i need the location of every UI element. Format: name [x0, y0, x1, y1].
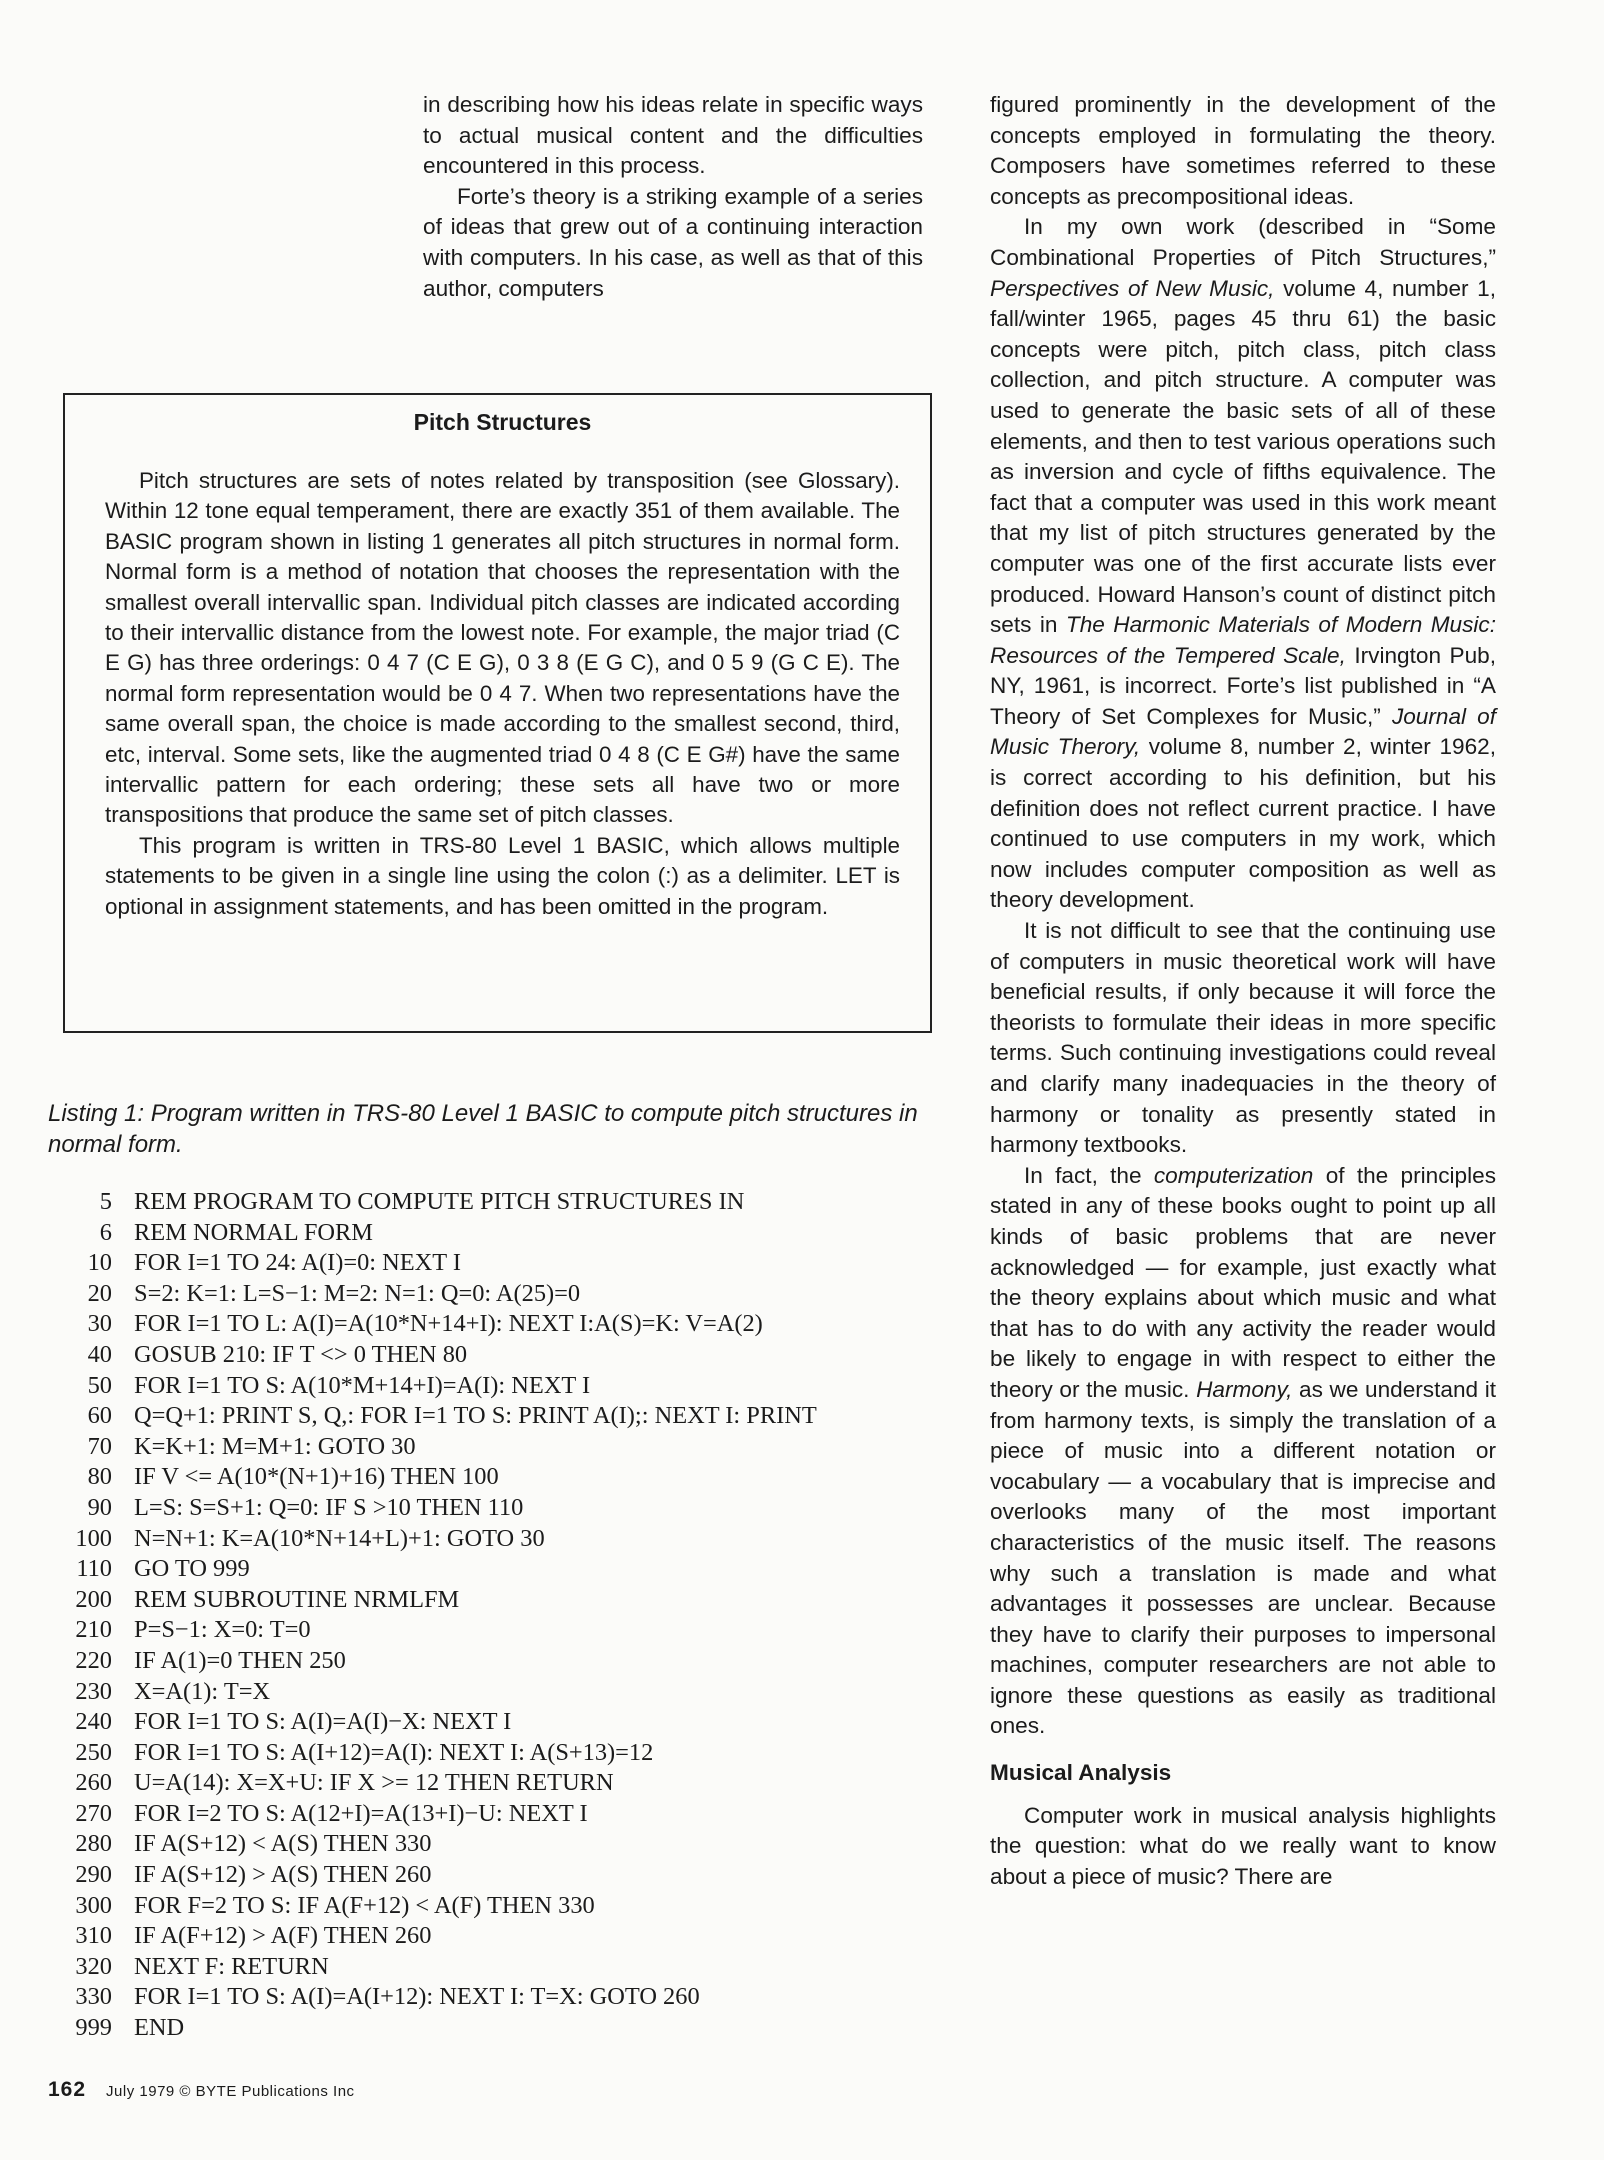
- right-paragraph-3: It is not difficult to see that the continuing use of computers in music theoretical work will have beneficial results, if only because it will force the theorists to formulate their ideas in more specific terms. Such continuing investigations could reveal and clarify many inadequacies in the theory of harmony or tonality as presently stated in harmony textbooks.: [990, 918, 1496, 1158]
- line-number: 330: [75, 1983, 112, 2011]
- citation-title: Perspectives of New Music,: [990, 275, 1275, 301]
- code-line: [40, 1982, 940, 2013]
- code-statement: NEXT F: RETURN: [134, 1952, 329, 1980]
- line-number: 6: [99, 1218, 112, 1246]
- code-line: [40, 1768, 940, 1799]
- emphasis: Harmony,: [1196, 1376, 1293, 1402]
- sidebar-paragraph-1: Pitch structures are sets of notes related by transposition (see Glossary). Within 12 tone equal temperament, there are exactly 351 of them available. The BASIC program shown in listing 1 generates all pitch structures in normal form. Normal form is a method of notation that chooses the representation with the smallest overall intervallic span. Individual pitch classes are indicated according to their intervallic distance from the lowest note. For example, the major triad (C E G) has three orderings: 0 4 7 (C E G), 0 3 8 (E G C), and 0 5 9 (G C E). The normal form representation would be 0 4 7. When two representations have the same overall span, the choice is made according to the smallest second, third, etc, interval. Some sets, like the augmented triad 0 4 8 (C E G#) have the same intervallic pattern for each ordering; these sets all have two or more transpositions that produce the same set of pitch classes.: [105, 468, 900, 828]
- code-statement: L=S: S=S+1: Q=0: IF S >10 THEN 110: [134, 1493, 524, 1521]
- code-line: [40, 1432, 940, 1463]
- code-line: [40, 1554, 940, 1585]
- code-statement: K=K+1: M=M+1: GOTO 30: [134, 1432, 416, 1460]
- code-line: [40, 1799, 940, 1830]
- text-span: as we understand it from harmony texts, is simply the translation of a piece of music into a different notation or vocabulary — a vocabulary that is imprecise and overlooks many of the most important characteristics of the music itself. The reasons why such a translation is made and what advantages it possesses are unclear. Because they have to clarify their purposes to impersonal machines, computer researchers are not able to ignore these questions as easily as traditional ones.: [990, 1376, 1497, 1739]
- code-statement: IF A(S+12) < A(S) THEN 330: [134, 1830, 432, 1858]
- code-line: [40, 1524, 940, 1555]
- code-statement: END: [134, 2014, 185, 2042]
- code-statement: X=A(1): T=X: [134, 1677, 271, 1705]
- code-statement: IF A(F+12) > A(F) THEN 260: [134, 1922, 432, 1950]
- code-statement: IF V <= A(10*(N+1)+16) THEN 100: [134, 1463, 499, 1491]
- line-number: 260: [75, 1769, 112, 1797]
- line-number: 20: [87, 1279, 112, 1307]
- right-paragraph-4: [990, 1161, 1496, 1742]
- code-line: [40, 1248, 940, 1279]
- sidebar-title: Pitch Structures: [413, 409, 592, 435]
- text-span: In my own work (described in “Some Combinational Properties of Pitch Structures,”: [990, 214, 1496, 270]
- line-number: 210: [75, 1616, 112, 1644]
- line-number: 80: [87, 1463, 112, 1491]
- code-line: [40, 1187, 940, 1218]
- code-line: [40, 1371, 940, 1402]
- code-statement: FOR I=2 TO S: A(12+I)=A(13+I)−U: NEXT I: [134, 1799, 588, 1827]
- code-line: [40, 1646, 940, 1677]
- top-paragraph-2: Forte’s theory is a striking example of a series of ideas that grew out of a continuing interaction with computers. In his case, as well as that of this author, computers: [423, 183, 923, 301]
- code-statement: N=N+1: K=A(10*N+14+L)+1: GOTO 30: [134, 1524, 545, 1552]
- code-line: [40, 1891, 940, 1922]
- right-paragraph-5: Computer work in musical analysis highlights the question: what do we really want to know about a piece of music? There are: [990, 1802, 1496, 1889]
- text-span: of the principles stated in any of these books ought to point up all kinds of basic problems that are never acknowledged — for example, just exactly what the theory explains about which music and what that has to do with any activity the reader would be likely to engage in with respect to either the theory or the music.: [990, 1162, 1496, 1402]
- code-line: [40, 1860, 940, 1891]
- emphasis: computerization: [1153, 1162, 1314, 1188]
- text-span: Irvington Pub, NY, 1961, is incorrect. Forte’s list published in “A Theory of Set Complexes for Music,”: [990, 642, 1496, 729]
- code-statement: GOSUB 210: IF T <> 0 THEN 80: [134, 1340, 468, 1368]
- line-number: 230: [75, 1677, 112, 1705]
- basic-program-listing: [40, 1187, 940, 2044]
- code-statement: FOR I=1 TO S: A(I)=A(I+12): NEXT I: T=X: GOTO 260: [134, 1983, 700, 2011]
- code-line: [40, 1738, 940, 1769]
- code-statement: GO TO 999: [134, 1555, 250, 1583]
- text-span: volume 4, number 1, fall/winter 1965, pages 45 thru 61) the basic concepts were pitch, pitch class, pitch class collection, and pitch structure. A computer was used to generate the basic sets of all of these elements, and then to test various operations such as inversion and cycle of fifths equivalence. The fact that a computer was used in this work meant that my list of pitch structures generated by the computer was one of the first accurate lists ever produced. Howard Hanson’s count of distinct pitch sets in: [990, 275, 1497, 638]
- code-line: [40, 1707, 940, 1738]
- text-span: In fact, the: [1024, 1162, 1142, 1188]
- code-statement: FOR I=1 TO L: A(I)=A(10*N+14+I): NEXT I:A(S)=K: V=A(2): [134, 1310, 763, 1338]
- page-number: 162: [48, 2078, 87, 2101]
- section-heading-musical-analysis: Musical Analysis: [990, 1760, 1172, 1786]
- code-line: [40, 2013, 940, 2044]
- text-span: volume 8, number 2, winter 1962, is correct according to his definition, but his definition does not reflect current practice. I have continued to use computers in my work, which now includes computer composition as well as theory development.: [990, 734, 1496, 913]
- page-footer: [48, 2078, 355, 2102]
- code-statement: FOR I=1 TO 24: A(I)=0: NEXT I: [134, 1249, 461, 1277]
- citation-title: Journal of Music Therory,: [990, 703, 1496, 760]
- code-line: [40, 1585, 940, 1616]
- footer-credit: July 1979 © BYTE Publications Inc: [106, 2083, 355, 2100]
- code-statement: IF A(1)=0 THEN 250: [134, 1646, 346, 1674]
- code-line: [40, 1829, 940, 1860]
- code-statement: FOR I=1 TO S: A(10*M+14+I)=A(I): NEXT I: [134, 1371, 591, 1399]
- top-column: [423, 90, 923, 304]
- line-number: 220: [75, 1646, 112, 1674]
- line-number: 100: [75, 1524, 112, 1552]
- right-column: [990, 90, 1496, 1892]
- code-line: [40, 1921, 940, 1952]
- line-number: 310: [75, 1922, 112, 1950]
- line-number: 240: [75, 1708, 112, 1736]
- code-line: [40, 1462, 940, 1493]
- line-number: 40: [87, 1340, 112, 1368]
- line-number: 60: [87, 1402, 112, 1430]
- line-number: 280: [75, 1830, 112, 1858]
- line-number: 200: [75, 1585, 112, 1613]
- line-number: 270: [75, 1799, 112, 1827]
- code-statement: REM NORMAL FORM: [134, 1218, 373, 1246]
- code-statement: P=S−1: X=0: T=0: [134, 1616, 311, 1644]
- code-statement: S=2: K=1: L=S−1: M=2: N=1: Q=0: A(25)=0: [134, 1279, 581, 1307]
- right-paragraph-2: [990, 212, 1496, 916]
- code-line: [40, 1615, 940, 1646]
- code-line: [40, 1952, 940, 1983]
- code-statement: FOR F=2 TO S: IF A(F+12) < A(F) THEN 330: [134, 1891, 595, 1919]
- line-number: 250: [75, 1738, 112, 1766]
- code-statement: REM SUBROUTINE NRMLFM: [134, 1585, 460, 1613]
- listing-caption: Listing 1: Program written in TRS-80 Level 1 BASIC to compute pitch structures in normal form.: [48, 1100, 918, 1158]
- code-line: [40, 1340, 940, 1371]
- line-number: 70: [87, 1432, 112, 1460]
- code-statement: Q=Q+1: PRINT S, Q,: FOR I=1 TO S: PRINT A(I);: NEXT I: PRINT: [134, 1402, 817, 1430]
- citation-title: The Harmonic Materials of Modern Music: Resources of the Tempered Scale,: [990, 612, 1497, 668]
- line-number: 90: [87, 1493, 112, 1521]
- code-statement: U=A(14): X=X+U: IF X >= 12 THEN RETURN: [134, 1769, 614, 1797]
- line-number: 30: [87, 1310, 112, 1338]
- right-paragraph-1: figured prominently in the development of the concepts employed in formulating the theory. Composers have sometimes referred to these concepts as precompositional ideas.: [990, 92, 1496, 209]
- code-line: [40, 1493, 940, 1524]
- line-number: 320: [75, 1952, 112, 1980]
- line-number: 10: [87, 1249, 112, 1277]
- code-statement: FOR I=1 TO S: A(I+12)=A(I): NEXT I: A(S+13)=12: [134, 1738, 654, 1766]
- code-line: [40, 1279, 940, 1310]
- line-number: 5: [99, 1188, 112, 1215]
- code-statement: IF A(S+12) > A(S) THEN 260: [134, 1861, 432, 1889]
- code-line: [40, 1677, 940, 1708]
- line-number: 110: [76, 1555, 112, 1583]
- line-number: 300: [75, 1891, 112, 1919]
- top-paragraph-1: in describing how his ideas relate in specific ways to actual musical content and the difficulties encountered in this process.: [423, 92, 923, 179]
- line-number: 50: [87, 1371, 112, 1399]
- code-line: [40, 1309, 940, 1340]
- code-statement: REM PROGRAM TO COMPUTE PITCH STRUCTURES IN: [134, 1188, 745, 1215]
- code-statement: FOR I=1 TO S: A(I)=A(I)−X: NEXT I: [134, 1708, 512, 1736]
- code-line: [40, 1218, 940, 1249]
- pitch-structures-sidebar: [63, 393, 932, 1033]
- line-number: 290: [75, 1861, 112, 1889]
- code-line: [40, 1401, 940, 1432]
- sidebar-paragraph-2: This program is written in TRS-80 Level 1 BASIC, which allows multiple statements to be given in a single line using the colon (:) as a delimiter. LET is optional in assignment statements, and has been omitted in the program.: [105, 832, 900, 919]
- line-number: 999: [75, 2014, 112, 2042]
